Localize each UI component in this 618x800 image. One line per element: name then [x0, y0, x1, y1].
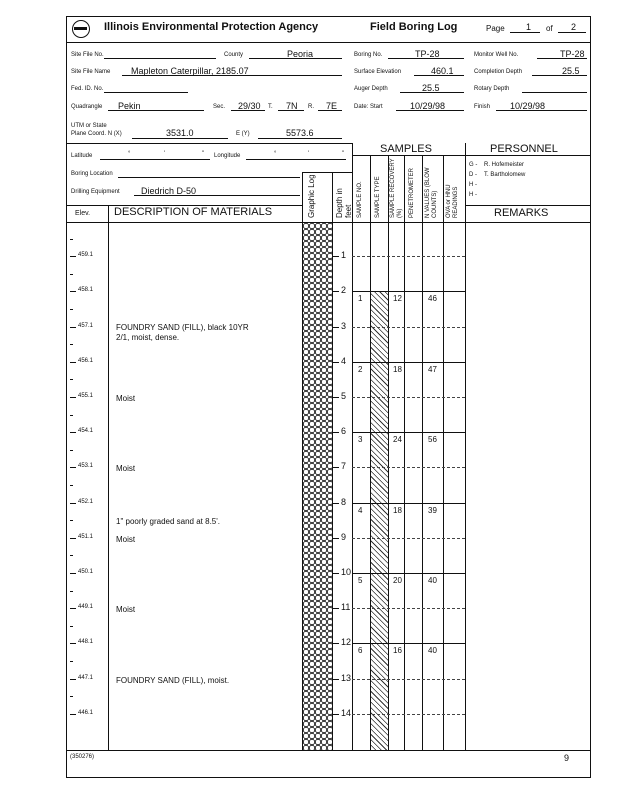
penetrometer-header: PENETROMETER — [409, 167, 415, 218]
sample-recovery: 18 — [393, 364, 402, 374]
elevation-label: 452.1 — [78, 498, 94, 505]
minor-tick — [70, 239, 73, 240]
elevation-label: 447.1 — [78, 674, 94, 681]
elevation-label: 448.1 — [78, 639, 94, 646]
minor-tick — [70, 485, 73, 486]
graphic-log-header: Graphic Log — [307, 174, 316, 218]
sample-gridline — [352, 256, 465, 257]
description-3: Moist — [116, 464, 136, 473]
elevation-tick — [70, 538, 76, 539]
sample-gridline — [352, 608, 465, 609]
sample-n-value: 40 — [428, 576, 437, 585]
sample-boundary — [352, 573, 465, 574]
description-1b: 2/1, moist, dense. — [116, 333, 180, 342]
site-file-name-label: Site File Name — [71, 69, 111, 75]
auger-depth-label: Auger Depth — [354, 86, 388, 92]
depth-label: 7 — [341, 461, 347, 472]
depth-tick — [332, 679, 339, 680]
depth-label: 3 — [341, 320, 347, 331]
agency-logo — [72, 20, 90, 38]
remarks-header: REMARKS — [494, 207, 549, 219]
boring-location-label: Boring Location — [71, 171, 113, 177]
sec-value: 29/30 — [238, 101, 261, 111]
elevation-label: 454.1 — [78, 428, 94, 435]
minor-tick — [70, 591, 73, 592]
n-values-header: N VALUES (BLOW COUNTS) — [425, 167, 438, 218]
depth-tick — [332, 643, 339, 644]
depth-header: Depth in feet — [335, 188, 353, 218]
agency-name: Illinois Environmental Protection Agency — [104, 21, 319, 33]
elevation-tick — [70, 679, 76, 680]
sample-no: 2 — [358, 364, 363, 374]
depth-label: 1 — [341, 250, 347, 261]
personnel-name-2: T. Bartholomew — [484, 172, 526, 178]
sample-recovery: 18 — [393, 505, 402, 515]
elevation-tick — [70, 291, 76, 292]
minor-tick — [70, 450, 73, 451]
elevation-tick — [70, 573, 76, 574]
depth-tick — [332, 503, 339, 504]
elevation-label: 450.1 — [78, 569, 94, 575]
sample-gridline — [352, 679, 465, 680]
minor-tick — [70, 379, 73, 380]
completion-depth-label: Completion Depth — [474, 69, 523, 75]
depth-label: 12 — [341, 637, 352, 648]
boring-no-label: Boring No. — [354, 52, 383, 58]
sample-n-value: 40 — [428, 646, 437, 656]
sample-gridline — [352, 327, 465, 328]
auger-depth-value: 25.5 — [422, 83, 440, 93]
finish-label: Finish — [474, 104, 491, 110]
depth-label: 9 — [341, 531, 347, 542]
personnel-name-1: R. Hofemeister — [484, 162, 525, 168]
page-total: 2 — [571, 22, 577, 32]
minor-tick — [70, 626, 73, 627]
sample-no-header: SAMPLE NO. — [357, 181, 363, 218]
elevation-tick — [70, 714, 76, 715]
description-6: Moist — [116, 605, 136, 614]
samples-header: SAMPLES — [380, 143, 432, 155]
depth-tick — [332, 432, 339, 433]
minor-tick — [70, 344, 73, 345]
sample-boundary — [352, 432, 465, 433]
surface-elev-value: 460.1 — [431, 66, 454, 76]
plane-coord-n-value: 3531.0 — [166, 128, 194, 138]
finish-value: 10/29/98 — [510, 101, 546, 111]
latitude-label: Latitude — [71, 153, 93, 159]
depth-label: 13 — [341, 672, 352, 683]
boring-no-value: TP-28 — [415, 49, 440, 59]
minor-tick — [70, 696, 73, 697]
personnel-code-2: D - — [469, 172, 477, 178]
sample-type-hatch — [371, 291, 388, 750]
graphic-log-pattern — [303, 223, 332, 750]
longitude-field — [246, 159, 346, 160]
date-start-label: Date: Start — [354, 104, 383, 110]
sample-recovery: 12 — [393, 294, 402, 304]
sample-gridline — [352, 467, 465, 468]
minor-tick — [70, 415, 73, 416]
r-value: 7E — [326, 101, 338, 111]
fed-id-field — [104, 92, 188, 93]
e-label: E (Y) — [236, 131, 250, 137]
sec-label: Sec. — [213, 104, 226, 110]
elevation-label: 449.1 — [78, 604, 94, 611]
description-header: DESCRIPTION OF MATERIALS — [114, 206, 273, 218]
sample-boundary — [352, 503, 465, 504]
sample-n-value: 39 — [428, 505, 437, 515]
personnel-header: PERSONNEL — [490, 143, 558, 155]
minor-tick — [70, 520, 73, 521]
elevation-tick — [70, 608, 76, 609]
depth-label: 10 — [341, 567, 352, 577]
sample-n-value: 47 — [428, 364, 437, 374]
sample-boundary — [352, 643, 465, 644]
elevation-tick — [70, 256, 76, 257]
elevation-tick — [70, 362, 76, 363]
r-label: R. — [308, 104, 314, 110]
sample-no: 5 — [358, 576, 363, 585]
longitude-label: Longitude — [214, 153, 241, 159]
depth-tick — [332, 327, 339, 328]
depth-label: 11 — [341, 602, 351, 613]
depth-tick — [332, 467, 339, 468]
sample-recovery-header: SAMPLE RECOVERY (%) — [390, 158, 403, 218]
description-7: FOUNDRY SAND (FILL), moist. — [116, 676, 230, 685]
sample-no: 6 — [358, 646, 363, 656]
boring-location-field — [118, 177, 300, 178]
drilling-equipment-label: Drilling Equipment — [71, 189, 120, 195]
elevation-label: 453.1 — [78, 463, 94, 470]
rotary-depth-label: Rotary Depth — [474, 86, 510, 92]
elevation-tick — [70, 467, 76, 468]
completion-depth-value: 25.5 — [562, 66, 580, 76]
elevation-label: 456.1 — [78, 357, 94, 364]
minor-tick — [70, 661, 73, 662]
depth-tick — [332, 573, 339, 574]
sample-boundary — [352, 362, 465, 363]
quadrangle-label: Quadrangle — [71, 104, 103, 110]
page-stamp: 9 — [564, 753, 570, 763]
sample-n-value: 56 — [428, 435, 437, 445]
county-label: County — [224, 52, 244, 58]
sample-boundary — [352, 291, 465, 292]
site-file-name-value: Mapleton Caterpillar, 2185.07 — [131, 66, 249, 76]
depth-label: 14 — [341, 707, 352, 718]
fed-id-label: Fed. ID. No. — [71, 86, 104, 92]
minor-tick — [70, 309, 73, 310]
of-label: of — [546, 24, 553, 33]
surface-elev-label: Surface Elevation — [354, 69, 402, 75]
page-number: 1 — [526, 22, 532, 32]
elevation-label: 451.1 — [78, 533, 94, 540]
depth-label: 4 — [341, 355, 347, 366]
depth-tick — [332, 538, 339, 539]
form-title: Field Boring Log — [370, 21, 458, 33]
page-label: Page — [486, 24, 505, 33]
form-code: (350276) — [70, 754, 95, 760]
plane-coord-e-value: 5573.6 — [286, 128, 314, 138]
elevation-tick — [70, 432, 76, 433]
minor-tick — [70, 555, 73, 556]
description-1a: FOUNDRY SAND (FILL), black 10YR — [116, 323, 249, 332]
sample-n-value: 46 — [428, 294, 437, 304]
monitor-well-label: Monitor Well No. — [474, 52, 519, 58]
sample-no: 4 — [358, 505, 363, 515]
elevation-tick — [70, 397, 76, 398]
depth-tick — [332, 291, 339, 292]
quadrangle-value: Pekin — [118, 101, 141, 111]
sample-no: 3 — [358, 435, 363, 445]
elevation-label: 458.1 — [78, 287, 94, 294]
elevation-label: 457.1 — [78, 322, 94, 329]
elevation-label: 455.1 — [78, 393, 94, 399]
description-2: Moist — [116, 394, 136, 403]
elevation-tick — [70, 327, 76, 328]
county-value: Peoria — [287, 49, 314, 59]
drilling-equipment-value: Diedrich D-50 — [141, 186, 197, 196]
depth-label: 5 — [341, 391, 347, 401]
monitor-well-value: TP-28 — [560, 49, 585, 59]
sample-gridline — [352, 538, 465, 539]
t-label: T. — [268, 104, 273, 110]
depth-tick — [332, 608, 339, 609]
elevation-label: 446.1 — [78, 709, 94, 716]
sample-gridline — [352, 397, 465, 398]
sample-type-header: SAMPLE TYPE — [375, 176, 381, 218]
elevation-label: 459.1 — [78, 252, 94, 259]
minor-tick — [70, 274, 73, 275]
sample-recovery: 24 — [393, 435, 402, 445]
elevation-tick — [70, 503, 76, 504]
description-5: Moist — [116, 535, 136, 544]
depth-label: 2 — [341, 285, 347, 296]
elev-header: Elev. — [75, 210, 91, 217]
sample-no: 1 — [358, 294, 363, 304]
depth-tick — [332, 362, 339, 363]
description-4: 1" poorly graded sand at 8.5'. — [116, 517, 220, 526]
sample-gridline — [352, 714, 465, 715]
site-file-no-field — [104, 58, 216, 59]
personnel-code-4: H - — [469, 192, 477, 198]
elevation-tick — [70, 643, 76, 644]
depth-tick — [332, 256, 339, 257]
plane-coord-label: Plane Coord. N (X) — [71, 131, 122, 137]
latitude-field — [100, 159, 210, 160]
personnel-code-3: H - — [469, 182, 477, 188]
site-file-no-label: Site File No. — [71, 52, 104, 58]
depth-label: 8 — [341, 496, 347, 507]
t-value: 7N — [286, 101, 298, 111]
depth-tick — [332, 714, 339, 715]
utm-label: UTM or State — [71, 123, 107, 129]
sample-recovery: 16 — [393, 646, 402, 656]
personnel-code-1: G - — [469, 162, 478, 168]
depth-tick — [332, 397, 339, 398]
date-start-value: 10/29/98 — [410, 101, 446, 111]
depth-label: 6 — [341, 426, 347, 437]
sample-recovery: 20 — [393, 576, 402, 585]
ova-hnu-header: OVA or HNU READINGS — [446, 184, 459, 218]
